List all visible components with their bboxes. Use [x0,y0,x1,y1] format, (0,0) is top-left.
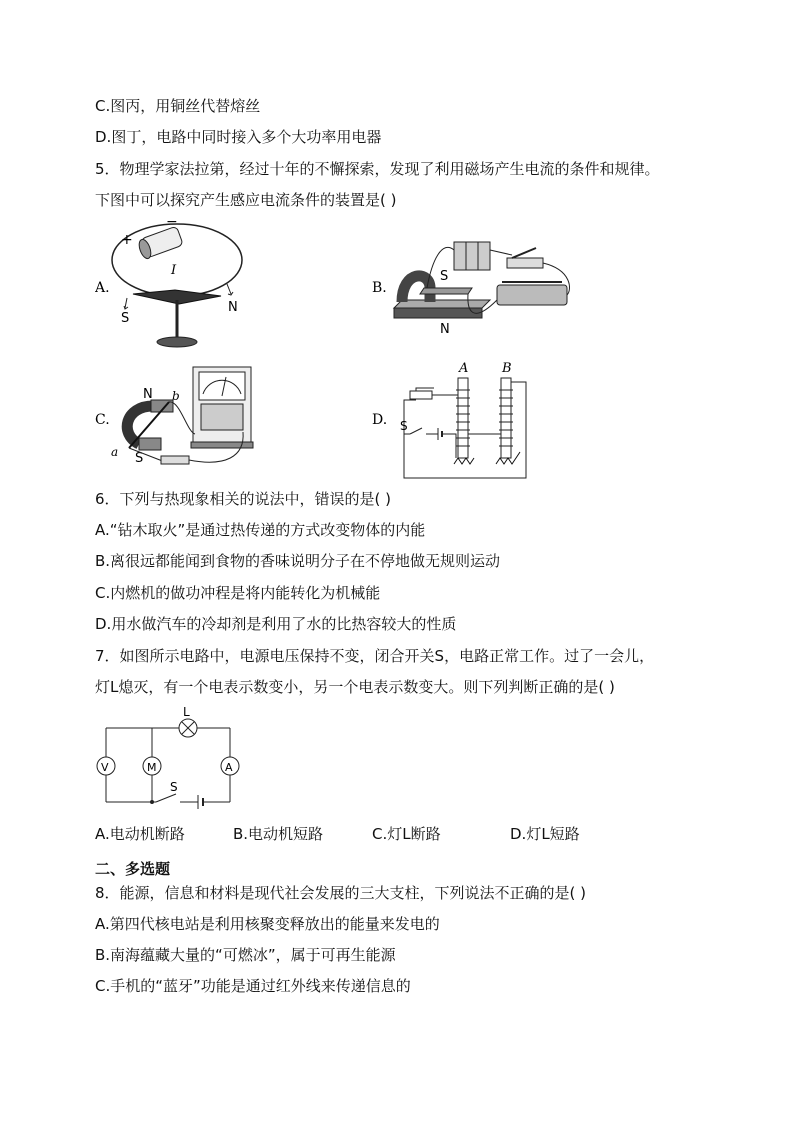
q7-option-d: D.灯L短路 [510,825,580,843]
figure-c-a-label: a [111,445,119,459]
figure-c-n-label: N [143,387,153,402]
q6-option-b: B.离很远都能闻到食物的香味说明分子在不停地做无规则运动 [95,552,501,570]
q8-option-b: B.南海蕴藏大量的“可燃冰”，属于可再生能源 [95,946,396,964]
figure-a-solenoid-compass [95,214,245,352]
figure-d-a-label: A [459,361,469,376]
figure-b-option-label: B. [372,280,387,296]
q7-v-label: V [101,761,109,774]
figure-b-s-label: S [440,269,449,284]
q7-m-label: M [147,761,157,774]
q7-option-a: A.电动机断路 [95,825,185,843]
figure-a-minus: − [166,214,178,230]
figure-d-electromagnets [372,360,537,480]
q7-option-b: B.电动机短路 [233,825,324,843]
figure-c-s-label: S [135,451,144,466]
q4-option-c: C.图丙，用铜丝代替熔丝 [95,97,261,115]
figure-a-option-label: A. [95,280,110,296]
figure-a-s-label: S [121,311,130,326]
q7-stem-line1: 7．如图所示电路中，电源电压保持不变，闭合开关S，电路正常工作。过了一会儿， [95,647,655,665]
figure-d-s-label: S [400,419,408,433]
figure-b-current-in-magnetic-field [372,230,582,340]
q6-option-c: C.内燃机的做功冲程是将内能转化为机械能 [95,584,381,602]
q7-stem-line2: 灯L熄灭，有一个电表示数变小，另一个电表示数变大。则下列判断正确的是( ) [95,678,615,696]
figure-b-n-label: N [440,322,450,337]
q7-option-c: C.灯L断路 [372,825,441,843]
figure-d-b-label: B [502,361,512,376]
figure-q7-circuit [94,702,244,810]
q5-stem-line1: 5．物理学家法拉第，经过十年的不懈探索，发现了利用磁场产生电流的条件和规律。 [95,160,660,178]
figure-d-option-label: D. [372,412,388,428]
q8-option-a: A.第四代核电站是利用核聚变释放出的能量来发电的 [95,915,440,933]
q8-stem: 8．能源，信息和材料是现代社会发展的三大支柱，下列说法不正确的是( ) [95,884,587,902]
section-heading-multi-choice: 二、多选题 [95,860,171,878]
q4-option-d: D.图丁，电路中同时接入多个大功率用电器 [95,128,382,146]
figure-c-b-label: b [172,389,180,403]
q8-option-c: C.手机的“蓝牙”功能是通过红外线来传递信息的 [95,977,411,995]
q5-stem-line2: 下图中可以探究产生感应电流条件的装置是( ) [95,191,397,209]
figure-c-option-label: C. [95,412,110,428]
figure-c-galvanometer-magnet [95,362,260,474]
q6-stem: 6．下列与热现象相关的说法中，错误的是( ) [95,490,392,508]
q7-a-label: A [225,761,233,774]
q7-l-label: L [183,705,190,719]
figure-a-current: I [171,263,177,278]
q7-s-label: S [170,780,178,794]
figure-a-plus: + [121,232,133,248]
figure-a-n-label: N [228,300,238,315]
q6-option-a: A.“钻木取火”是通过热传递的方式改变物体的内能 [95,521,426,539]
q6-option-d: D.用水做汽车的冷却剂是利用了水的比热容较大的性质 [95,615,457,633]
